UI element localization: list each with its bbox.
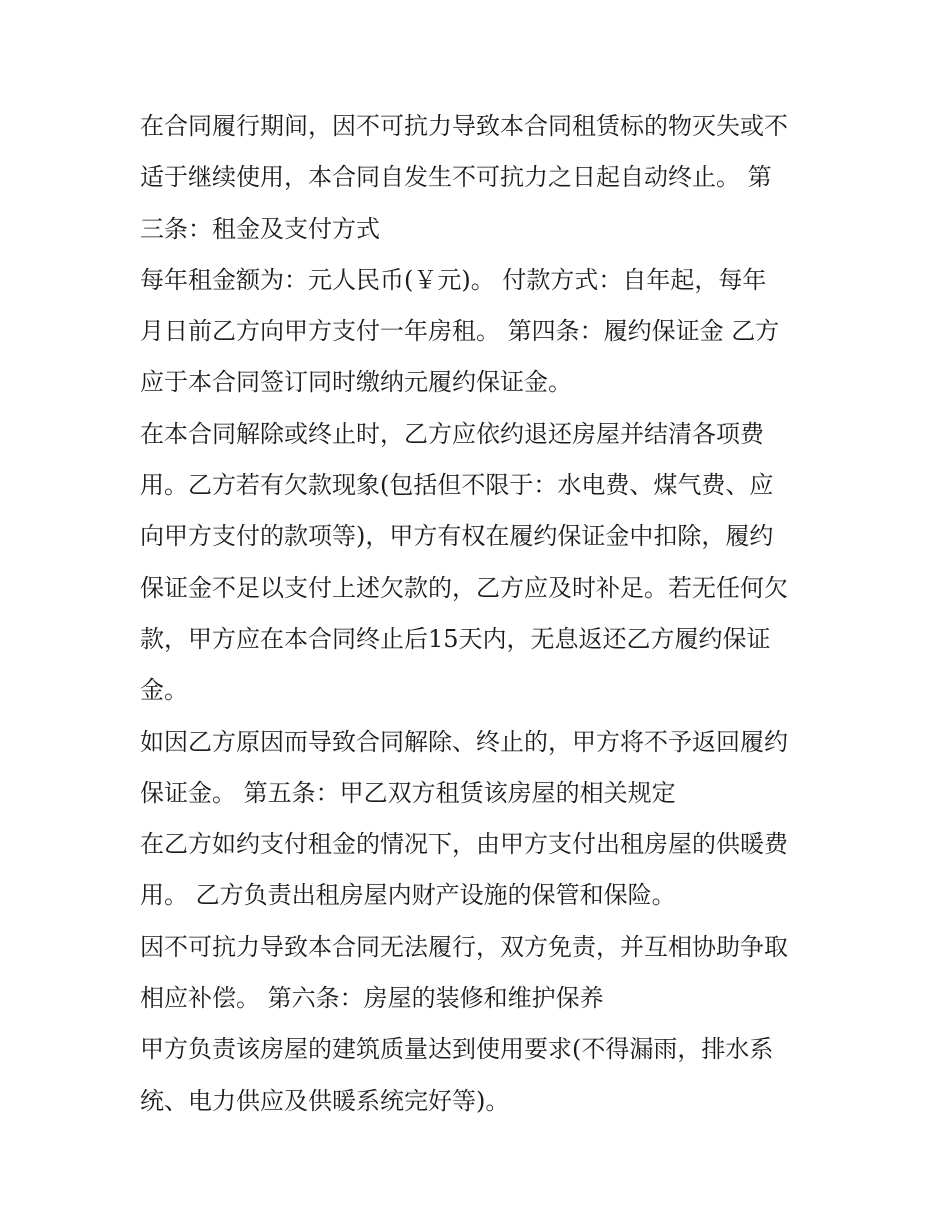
text-line: 月日前乙方向甲方支付一年房租。 第四条：履约保证金 乙方 bbox=[140, 317, 780, 346]
text-line: 统、电力供应及供暖系统完好等)。 bbox=[140, 1086, 510, 1115]
text-line: 每年租金额为：元人民币(￥元)。 付款方式：自年起，每年 bbox=[140, 265, 767, 294]
text-line: 在合同履行期间，因不可抗力导致本合同租赁标的物灭失或不 bbox=[140, 112, 788, 140]
text-line: 保证金不足以支付上述欠款的，乙方应及时补足。若无任何欠 bbox=[140, 573, 788, 602]
text-line: 保证金。 第五条：甲乙双方租赁该房屋的相关规定 bbox=[140, 778, 676, 807]
text-line: 款，甲方应在本合同终止后15天内，无息返还乙方履约保证 bbox=[140, 624, 771, 653]
text-line: 因不可抗力导致本合同无法履行，双方免责，并互相协助争取 bbox=[140, 932, 788, 961]
text-line: 金。 bbox=[140, 676, 188, 705]
text-line: 在乙方如约支付租金的情况下，由甲方支付出租房屋的供暖费 bbox=[140, 830, 788, 859]
text-line: 如因乙方原因而导致合同解除、终止的，甲方将不予返回履约 bbox=[140, 727, 788, 756]
text-line: 向甲方支付的款项等)，甲方有权在履约保证金中扣除，履约 bbox=[140, 522, 774, 551]
contract-text bbox=[140, 101, 830, 1127]
text-line: 用。乙方若有欠款现象(包括但不限于：水电费、煤气费、应 bbox=[140, 471, 774, 500]
text-line: 三条：租金及支付方式 bbox=[140, 214, 380, 243]
text-line: 用。 乙方负责出租房屋内财产设施的保管和保险。 bbox=[140, 881, 676, 910]
text-line: 适于继续使用，本合同自发生不可抗力之日起自动终止。 第 bbox=[140, 163, 772, 192]
text-line: 相应补偿。 第六条：房屋的装修和维护保养 bbox=[140, 984, 604, 1013]
text-line: 甲方负责该房屋的建筑质量达到使用要求(不得漏雨，排水系 bbox=[140, 1035, 774, 1064]
text-line: 在本合同解除或终止时，乙方应依约退还房屋并结清各项费 bbox=[140, 419, 764, 448]
text-line: 应于本合同签订同时缴纳元履约保证金。 bbox=[140, 368, 572, 397]
